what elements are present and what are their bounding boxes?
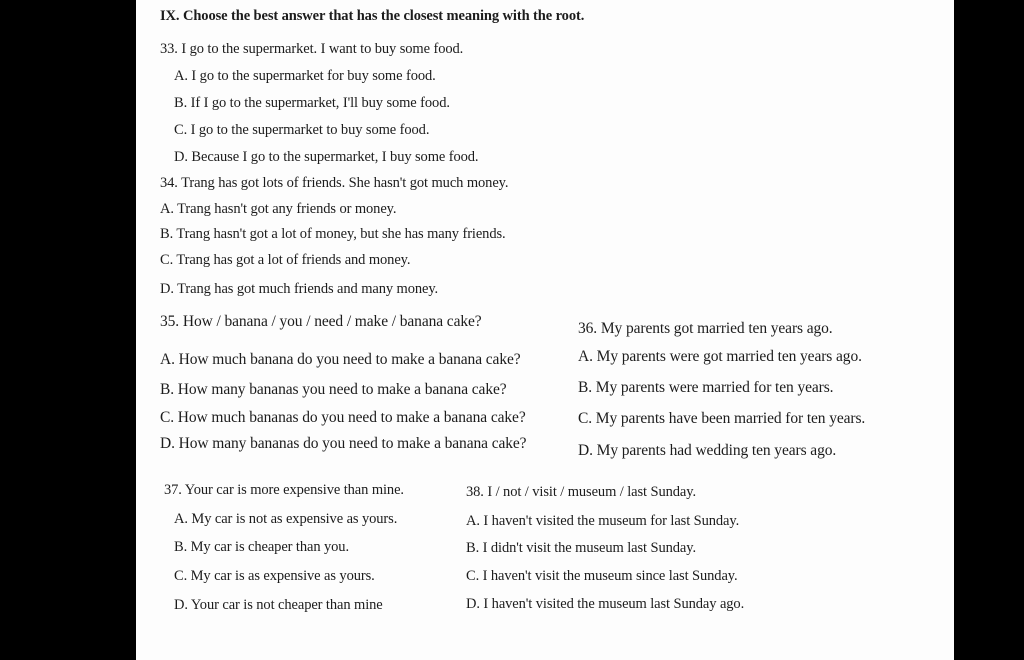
question-33-option-a[interactable]: A. I go to the supermarket for buy some food. [174,68,436,84]
question-33-option-d[interactable]: D. Because I go to the supermarket, I buy some food. [174,149,479,165]
question-37-option-b[interactable]: B. My car is cheaper than you. [174,539,349,555]
question-37-option-c[interactable]: C. My car is as expensive as yours. [174,568,375,584]
question-34-option-a[interactable]: A. Trang hasn't got any friends or money. [160,201,397,217]
question-34-option-b[interactable]: B. Trang hasn't got a lot of money, but she has many friends. [160,226,506,242]
question-33-option-b[interactable]: B. If I go to the supermarket, I'll buy some food. [174,95,450,111]
question-37-option-d[interactable]: D. Your car is not cheaper than mine [174,597,383,613]
question-35-stem: 35. How / banana / you / need / make / banana cake? [160,313,482,330]
question-33-option-c[interactable]: C. I go to the supermarket to buy some food. [174,122,430,138]
question-37-stem: 37. Your car is more expensive than mine. [164,482,404,498]
section-heading: IX. Choose the best answer that has the closest meaning with the root. [160,8,585,24]
question-35-option-a[interactable]: A. How much banana do you need to make a banana cake? [160,351,521,368]
question-36-option-c[interactable]: C. My parents have been married for ten years. [578,410,866,427]
question-34-option-c[interactable]: C. Trang has got a lot of friends and money. [160,252,411,268]
question-34-stem: 34. Trang has got lots of friends. She hasn't got much money. [160,175,509,191]
question-38-option-a[interactable]: A. I haven't visited the museum for last Sunday. [466,513,740,529]
question-35-option-d[interactable]: D. How many bananas do you need to make a banana cake? [160,435,527,452]
question-35-option-b[interactable]: B. How many bananas you need to make a banana cake? [160,381,507,398]
question-36-option-d[interactable]: D. My parents had wedding ten years ago. [578,442,837,459]
question-38-option-b[interactable]: B. I didn't visit the museum last Sunday. [466,540,696,556]
question-36-stem: 36. My parents got married ten years ago. [578,320,833,337]
question-35-option-c[interactable]: C. How much bananas do you need to make a banana cake? [160,409,526,426]
question-37-option-a[interactable]: A. My car is not as expensive as yours. [174,511,398,527]
question-38-stem: 38. I / not / visit / museum / last Sunday. [466,484,696,500]
worksheet-page [136,0,954,660]
question-36-option-a[interactable]: A. My parents were got married ten years ago. [578,348,862,365]
question-33-stem: 33. I go to the supermarket. I want to buy some food. [160,41,464,57]
question-38-option-d[interactable]: D. I haven't visited the museum last Sunday ago. [466,596,745,612]
question-38-option-c[interactable]: C. I haven't visit the museum since last Sunday. [466,568,738,584]
question-36-option-b[interactable]: B. My parents were married for ten years. [578,379,834,396]
question-34-option-d[interactable]: D. Trang has got much friends and many money. [160,281,439,297]
